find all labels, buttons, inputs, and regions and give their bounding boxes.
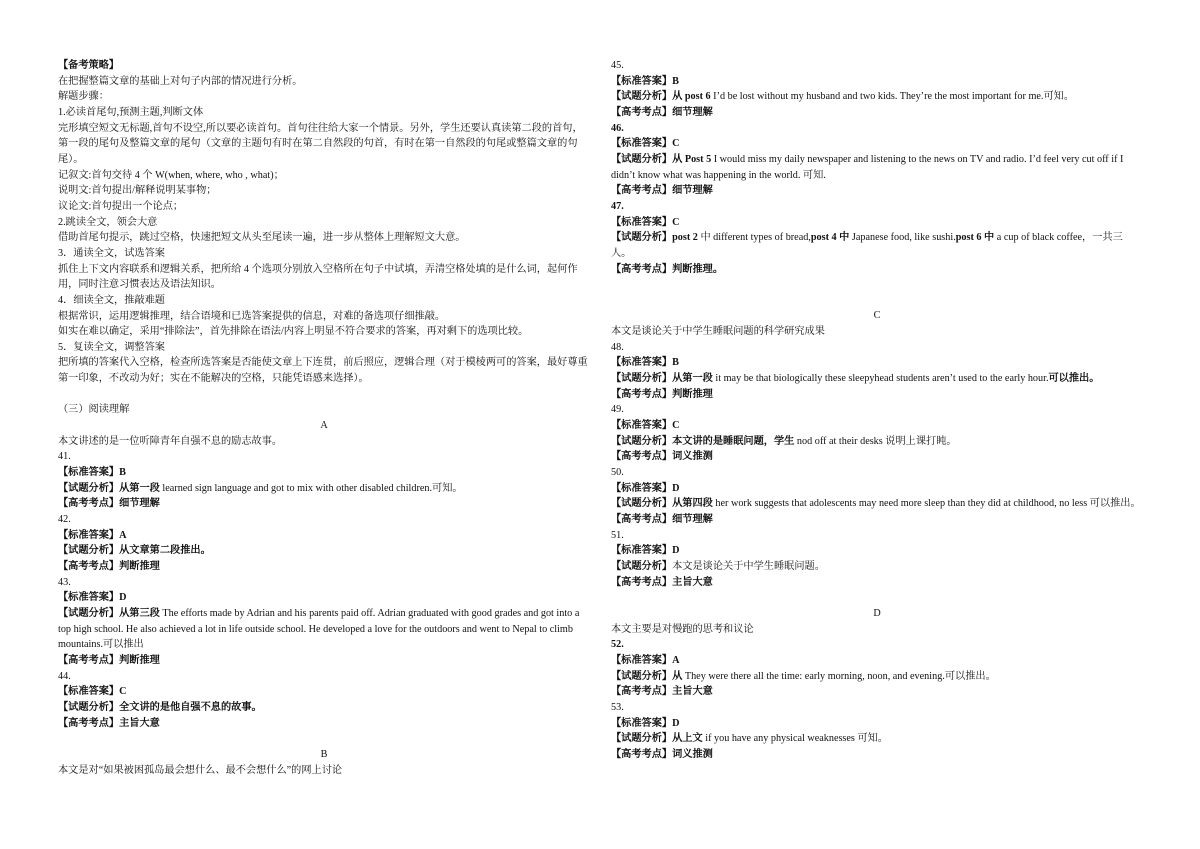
q53-analysis xyxy=(611,731,1143,747)
passage-d-summary: 本文主要是对慢跑的思考和议论 xyxy=(611,623,754,635)
q48-analysis-text: it may be that biologically these sleepyhead students aren’t used to the early hour. xyxy=(712,373,1049,385)
step2-title: 2.跳读全文，领会大意 xyxy=(58,216,158,228)
narrative-note: 记叙文:首句交待 4 个 W(when, where, who , what)； xyxy=(58,169,284,181)
q50-point: 【高考考点】细节理解 xyxy=(611,514,713,526)
passage-d-letter: D xyxy=(873,607,881,619)
q46-analysis xyxy=(611,152,1143,183)
q47-text3: a cup of black coffee，一共三人。 xyxy=(611,232,1123,259)
q51-number: 51. xyxy=(611,529,624,541)
passage-a-letter: A xyxy=(320,420,328,432)
q52-point: 【高考考点】主旨大意 xyxy=(611,686,713,698)
q49-analysis xyxy=(611,434,1143,450)
step4-title: 4．细读全文，推敲难题 xyxy=(58,294,165,306)
argumentative-note: 议论文:首句提出一个论点； xyxy=(58,200,184,212)
q48-answer: 【标准答案】B xyxy=(611,357,679,369)
q47-analysis xyxy=(611,230,1143,261)
q48-analysis-tail: 可以推出。 xyxy=(1048,373,1100,385)
q41-number: 41. xyxy=(58,451,71,463)
q47-post6: post 6 中 xyxy=(955,232,995,244)
q50-analysis-label: 【试题分析】从第四段 xyxy=(611,498,713,510)
passage-a-summary: 本文讲述的是一位听障青年自强不息的励志故事。 xyxy=(58,435,283,447)
q52-analysis xyxy=(611,669,1143,685)
q41-analysis-label: 【试题分析】从第一段 xyxy=(58,482,160,494)
q47-text2: Japanese food, like sushi. xyxy=(849,232,956,244)
q42-number: 42. xyxy=(58,514,71,526)
q48-analysis-label: 【试题分析】从第一段 xyxy=(611,373,713,385)
q46-number: 46. xyxy=(611,122,624,134)
q53-analysis-text: if you have any physical weaknesses 可知。 xyxy=(702,733,888,745)
reading-section-title: （三）阅读理解 xyxy=(58,404,130,416)
step1-text: 完形填空短文无标题,首句不设空,所以要必读首句。首句往往给大家一个情景。另外，学生还要认真读第二段的首句，第一段的尾句及整篇文章的尾句（文章的主题句有时在第二自然段的句首，有时在第一自然段的句尾或整篇文章的句尾）。 xyxy=(58,122,583,165)
q46-analysis-label: 【试题分析】从 xyxy=(611,153,683,165)
q46-analysis-text: I would miss my daily newspaper and listening to the news on TV and radio. I’d feel very cut off if I didn’t know what was happening in the world. 可知. xyxy=(611,153,1124,181)
q45-analysis-text: I’d be lost without my husband and two kids. They’re the most important for me.可知。 xyxy=(710,91,1075,103)
q49-point: 【高考考点】词义推测 xyxy=(611,451,713,463)
q47-point: 【高考考点】判断推理。 xyxy=(611,263,724,275)
q43-answer: 【标准答案】D xyxy=(58,592,127,604)
q41-analysis-text: learned sign language and got to mix with other disabled children.可知。 xyxy=(159,482,463,494)
q50-analysis xyxy=(611,496,1143,512)
q45-number: 45. xyxy=(611,60,624,71)
q48-analysis xyxy=(611,371,1143,387)
expository-note: 说明文:首句提出/解释说明某事物； xyxy=(58,185,217,197)
q51-analysis xyxy=(611,559,1143,575)
q51-answer: 【标准答案】D xyxy=(611,545,680,557)
q52-number: 52. xyxy=(611,639,624,651)
q41-analysis xyxy=(58,481,590,497)
right-column xyxy=(611,58,1143,763)
q53-point: 【高考考点】词义推测 xyxy=(611,748,713,760)
q47-text1: 中 different types of bread, xyxy=(697,232,811,244)
q48-number: 48. xyxy=(611,341,624,353)
q46-answer: 【标准答案】C xyxy=(611,138,680,150)
step4-text1: 根据常识，运用逻辑推理，结合语境和已选答案提供的信息，对难的备选项仔细推敲。 xyxy=(58,310,446,322)
q50-answer: 【标准答案】D xyxy=(611,482,680,494)
q52-analysis-text: They were there all the time: early morning, noon, and evening.可以推出。 xyxy=(682,670,996,682)
q51-analysis-text: 本文是谈论关于中学生睡眠问题。 xyxy=(672,560,825,572)
q47-number: 47. xyxy=(611,200,624,212)
q44-number: 44. xyxy=(58,670,71,682)
q52-answer: 【标准答案】A xyxy=(611,654,680,666)
step5-title: 5．复读全文，调整答案 xyxy=(58,341,165,353)
q49-analysis-text: nod off at their desks 说明上课打盹。 xyxy=(794,435,957,447)
strategy-intro: 在把握整篇文章的基础上对句子内部的情况进行分析。 xyxy=(58,75,303,87)
passage-b-summary: 本文是对“如果被困孤岛最会想什么、最不会想什么”的网上讨论 xyxy=(58,764,343,776)
q46-post-ref: Post 5 xyxy=(682,153,712,165)
q45-analysis xyxy=(611,89,1143,105)
step5-text: 把所填的答案代入空格，检查所选答案是否能使文章上下连贯，前后照应，逻辑合理（对于模棱两可的答案，最好尊重第一印象，不改动为好；实在不能解决的空格，只能凭语感来选择）。 xyxy=(58,357,588,385)
q47-answer: 【标准答案】C xyxy=(611,216,680,228)
q42-answer: 【标准答案】A xyxy=(58,529,127,541)
q47-post4: post 4 中 xyxy=(810,232,850,244)
q49-number: 49. xyxy=(611,404,624,416)
q43-analysis-text: The efforts made by Adrian and his parents paid off. Adrian graduated with good grades and got into a top high school. He also achieved a lot in life outside school. He developed a love for the outdoors and went to Nepal to climb mountains.可以推出 xyxy=(58,607,580,651)
q50-analysis-text: her work suggests that adolescents may need more sleep than they did at childhood, no less 可以推出。 xyxy=(712,498,1141,510)
passage-c-letter: C xyxy=(873,310,881,322)
q52-analysis-label: 【试题分析】从 xyxy=(611,670,683,682)
q53-analysis-label: 【试题分析】从上文 xyxy=(611,733,703,745)
q49-analysis-label: 【试题分析】本文讲的是睡眠问题，学生 xyxy=(611,435,795,447)
step3-title: 3．通读全文，试选答案 xyxy=(58,247,165,259)
strategy-header: 【备考策略】 xyxy=(58,60,120,71)
step4-text2: 如实在难以确定，采用“排除法”，首先排除在语法/内容上明显不符合要求的答案，再对剩下的选项比较。 xyxy=(58,326,529,338)
q53-answer: 【标准答案】D xyxy=(611,717,680,729)
step2-text: 借助首尾句提示，跳过空格，快速把短文从头至尾读一遍，进一步从整体上理解短文大意。 xyxy=(58,232,466,244)
q41-answer: 【标准答案】B xyxy=(58,467,126,479)
steps-label: 解题步骤： xyxy=(58,91,109,103)
q41-point: 【高考考点】细节理解 xyxy=(58,498,160,510)
q46-point: 【高考考点】细节理解 xyxy=(611,185,713,197)
q47-analysis-label: 【试题分析】 xyxy=(611,232,673,244)
q43-number: 43. xyxy=(58,576,71,588)
q42-analysis: 【试题分析】从文章第二段推出。 xyxy=(58,545,211,557)
q44-answer: 【标准答案】C xyxy=(58,686,127,698)
q50-number: 50. xyxy=(611,467,624,479)
q42-point: 【高考考点】判断推理 xyxy=(58,560,160,572)
q48-point: 【高考考点】判断推理 xyxy=(611,388,713,400)
q51-point: 【高考考点】主旨大意 xyxy=(611,576,713,588)
step1-title: 1.必读首尾句,预测主题,判断文体 xyxy=(58,106,204,118)
q45-analysis-label: 【试题分析】从 xyxy=(611,91,683,103)
step3-text: 抓住上下文内容联系和逻辑关系，把所给 4 个选项分别放入空格所在句子中试填，弄清空格处填的是什么词，起何作用，同时注意习惯表达及语法知识。 xyxy=(58,263,578,291)
q44-analysis: 【试题分析】全文讲的是他自强不息的故事。 xyxy=(58,701,262,713)
q45-answer: 【标准答案】B xyxy=(611,75,679,87)
passage-b-letter: B xyxy=(320,748,328,760)
q45-point: 【高考考点】细节理解 xyxy=(611,106,713,118)
q43-analysis-label: 【试题分析】从第三段 xyxy=(58,607,160,619)
left-column xyxy=(58,58,590,778)
q45-post-ref: post 6 xyxy=(682,91,711,103)
q43-point: 【高考考点】判断推理 xyxy=(58,654,160,666)
q47-post2: post 2 xyxy=(672,232,698,244)
q53-number: 53. xyxy=(611,701,624,713)
q44-point: 【高考考点】主旨大意 xyxy=(58,717,160,729)
passage-c-summary: 本文是谈论关于中学生睡眠问题的科学研究成果 xyxy=(611,326,825,338)
q49-answer: 【标准答案】C xyxy=(611,420,680,432)
q43-analysis xyxy=(58,606,590,653)
q51-analysis-label: 【试题分析】 xyxy=(611,560,673,572)
